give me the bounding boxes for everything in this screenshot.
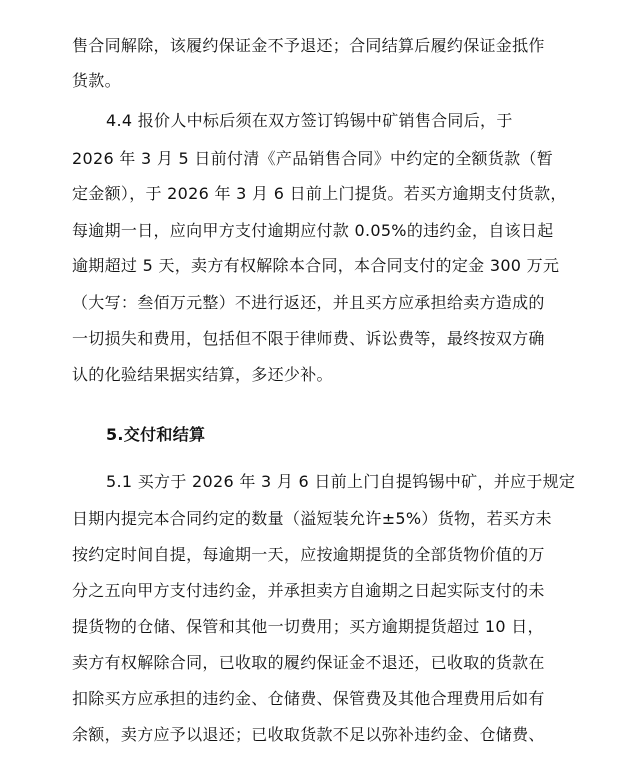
text-line: 4.4 报价人中标后须在双方签订钨锡中矿销售合同后，于 [106, 111, 513, 130]
text-line: 余额，卖方应予以退还；已收取货款不足以弥补违约金、仓储费、 [72, 725, 545, 744]
text-line: 认的化验结果据实结算，多还少补。 [72, 365, 333, 384]
text-line: 按约定时间自提，每逾期一天，应按逾期提货的全部货物价值的万 [72, 545, 545, 564]
text-line: 日期内提完本合同约定的数量（溢短装允许±5%）货物，若买方未 [72, 509, 552, 528]
text-line: 一切损失和费用，包括但不限于律师费、诉讼费等，最终按双方确 [72, 329, 545, 348]
text-line: 分之五向甲方支付违约金，并承担卖方自逾期之日起实际支付的未 [72, 581, 545, 600]
text-line: 扣除买方应承担的违约金、仓储费、保管费及其他合理费用后如有 [72, 689, 545, 708]
text-line: 货款。 [72, 71, 121, 90]
text-line: 每逾期一日，应向甲方支付逾期应付款 0.05%的违约金，自该日起 [72, 221, 554, 240]
text-line: 5.1 买方于 2026 年 3 月 6 日前上门自提钨锡中矿，并应于规定 [106, 472, 576, 491]
text-line: 提货物的仓储、保管和其他一切费用；买方逾期提货超过 10 日， [72, 617, 544, 636]
text-line: 逾期超过 5 天，卖方有权解除本合同，本合同支付的定金 300 万元 [72, 256, 560, 275]
text-line: 售合同解除，该履约保证金不予退还；合同结算后履约保证金抵作 [72, 36, 545, 55]
text-line: 定金额），于 2026 年 3 月 6 日前上门提货。若买方逾期支付货款， [72, 184, 567, 203]
section-heading: 5.交付和结算 [106, 425, 206, 444]
text-line: 卖方有权解除合同，已收取的履约保证金不退还，已收取的货款在 [72, 653, 545, 672]
text-line: （大写：叁佰万元整）不进行返还，并且买方应承担给卖方造成的 [72, 293, 545, 312]
text-line: 2026 年 3 月 5 日前付清《产品销售合同》中约定的全额货款（暂 [72, 149, 554, 168]
